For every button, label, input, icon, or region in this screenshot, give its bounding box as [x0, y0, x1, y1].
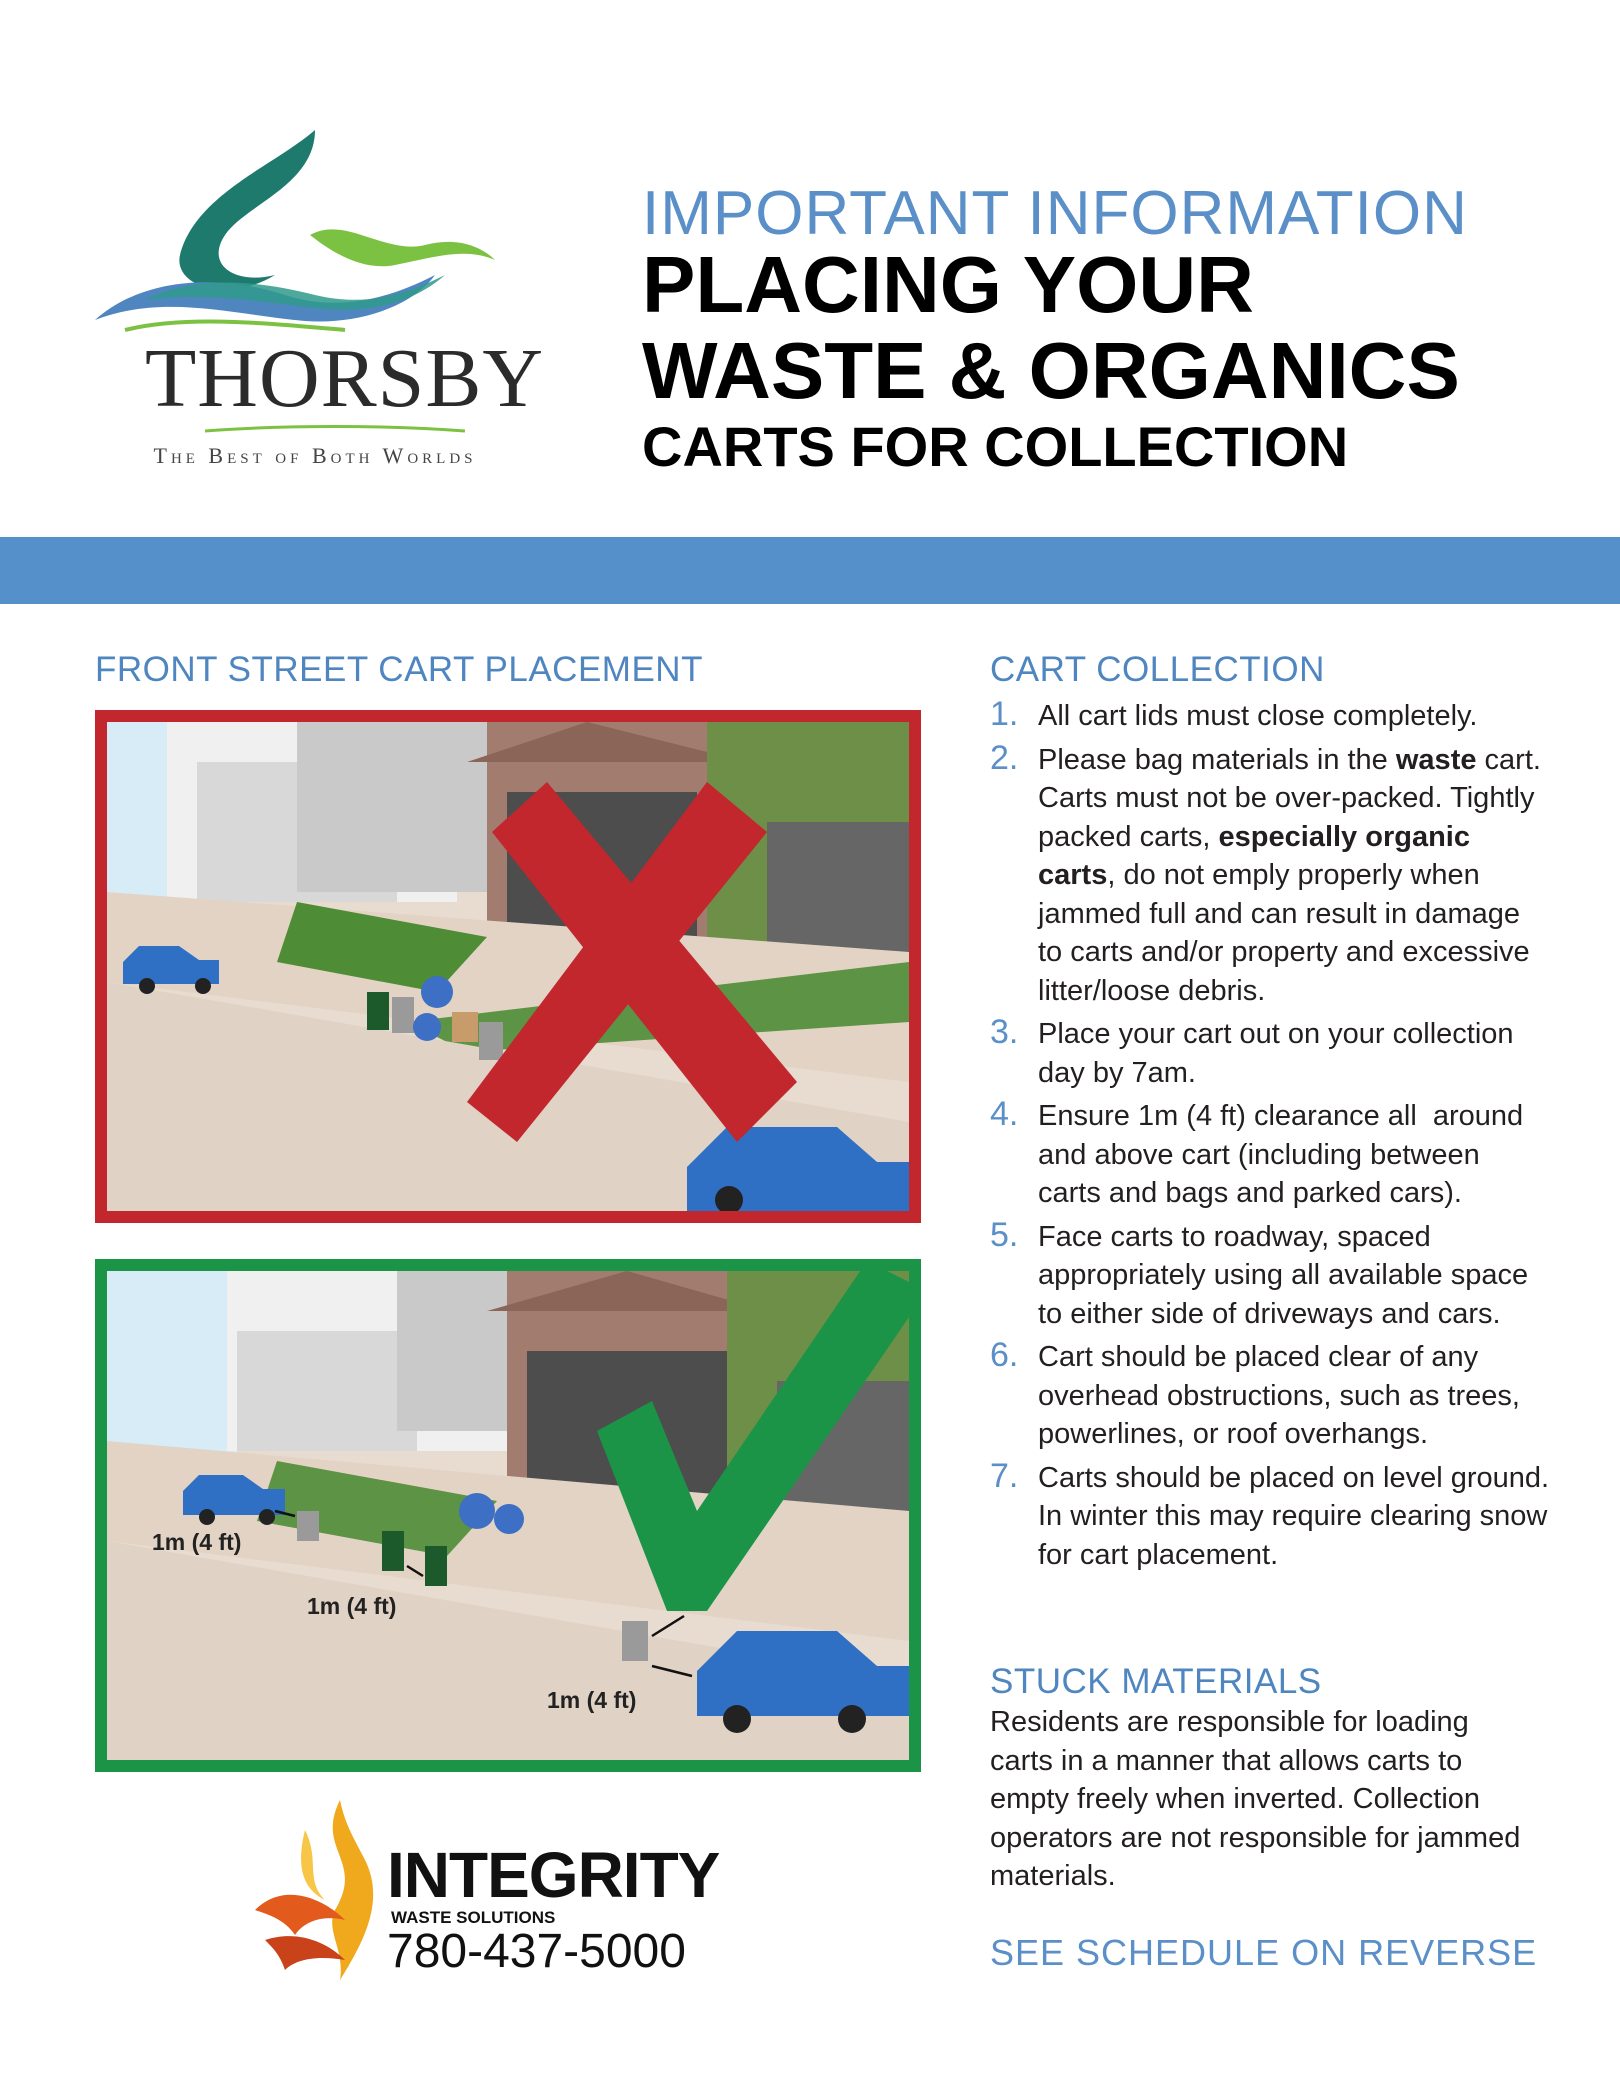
- logo-underline: [205, 425, 465, 435]
- waves-swoosh-icon: [85, 125, 515, 335]
- list-item: 5. Face carts to roadway, spaced appropriately using all available space to either side of driveways and cars.: [990, 1215, 1529, 1330]
- stuck-text: Residents are responsible for loading carts in a manner that allows carts to empty freely when inverted. Collection operators are not responsible for jammed materials.: [990, 1706, 1521, 1892]
- header-title-line2: WASTE & ORGANICS: [642, 326, 1460, 415]
- list-item: 2. Please bag materials in the waste cart. Carts must not be over-packed. Tightly packed carts, especially organic carts, do not emply properly when jammed full and can result in damage to carts and/or property and excessive litter/loose debris.: [990, 738, 1541, 1007]
- header-kicker: IMPORTANT INFORMATION: [642, 179, 1468, 248]
- incorrect-placement-illustration: [95, 710, 921, 1223]
- placement-heading: FRONT STREET CART PLACEMENT: [95, 650, 703, 689]
- clearance-label: 1m (4 ft): [152, 1529, 242, 1555]
- list-item: 4. Ensure 1m (4 ft) clearance all around and above cart (including between carts and bags and parked cars).: [990, 1095, 1524, 1209]
- company-subtitle: WASTE SOLUTIONS: [391, 1908, 556, 1927]
- stuck-heading: STUCK MATERIALS: [990, 1662, 1322, 1701]
- see-schedule-note: SEE SCHEDULE ON REVERSE: [990, 1932, 1538, 1973]
- list-item: 1. All cart lids must close completely.: [990, 695, 1478, 733]
- list-item: 7. Carts should be placed on level ground. In winter this may require clearing snow for cart placement.: [990, 1456, 1550, 1571]
- correct-placement-illustration: [95, 1259, 921, 1772]
- company-name: INTEGRITY: [387, 1839, 720, 1911]
- list-item: 3. Place your cart out on your collection day by 7am.: [990, 1013, 1514, 1089]
- logo-tagline: The Best of Both Worlds: [153, 443, 477, 468]
- list-item: 6. Cart should be placed clear of any overhead obstructions, such as trees, powerlines, or roof overhangs.: [990, 1336, 1520, 1450]
- flame-icon: [245, 1790, 395, 1990]
- company-phone: 780-437-5000: [387, 1925, 686, 1978]
- collection-rules-list: [990, 697, 1550, 1579]
- header-title-line1: PLACING YOUR: [642, 240, 1254, 329]
- logo-wordmark: THORSBY: [145, 332, 545, 425]
- clearance-label: 1m (4 ft): [547, 1687, 637, 1713]
- integrity-logo: [245, 1790, 745, 1995]
- header-subtitle: CARTS FOR COLLECTION: [642, 415, 1349, 478]
- thorsby-logo: [85, 125, 545, 475]
- header-divider-band: [0, 537, 1620, 604]
- clearance-label: 1m (4 ft): [307, 1593, 397, 1619]
- collection-heading: CART COLLECTION: [990, 650, 1325, 689]
